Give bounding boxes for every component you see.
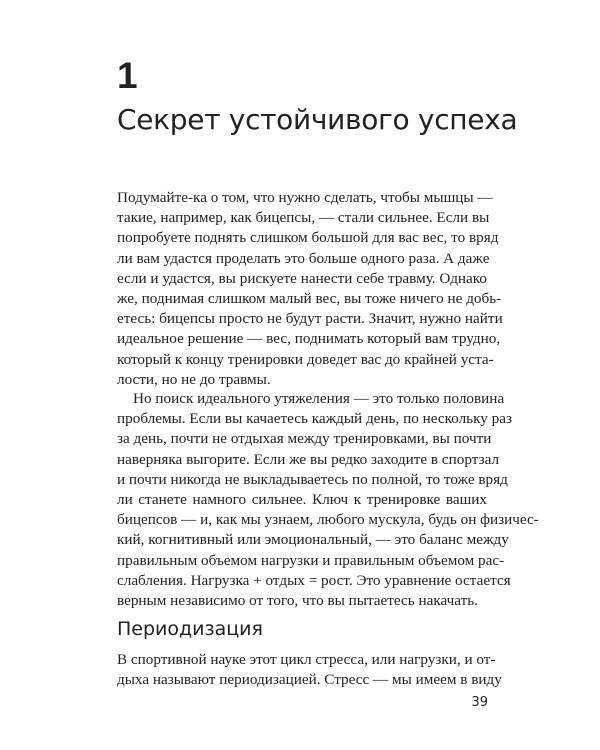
text-line: идеальное решение — вес, поднимать который вам трудно,: [117, 330, 501, 348]
text-line: дыха называют периодизацией. Стресс — мы имеем в виду: [117, 671, 502, 689]
paragraph-3: [117, 650, 502, 690]
chapter-title: Секрет устойчивого успеха: [117, 103, 518, 136]
text-line: лости, но не до травмы.: [117, 370, 271, 388]
text-line: етесь: бицепсы просто не будут расти. Значит, нужно найти: [117, 310, 503, 328]
chapter-number: 1: [117, 55, 138, 96]
text-line: такие, например, как бицепсы, — стали сильнее. Если вы: [117, 209, 490, 227]
text-line: слабления. Нагрузка + отдых = рост. Это уравнение остается: [117, 571, 511, 589]
paragraph-2: [117, 389, 539, 611]
text-line: кий, когнитивный или эмоциональный, — это баланс между: [117, 531, 509, 549]
text-line: верным независимо от того, что вы пытаетесь накачать.: [117, 592, 479, 610]
paragraph-1: [117, 188, 503, 390]
text-line: бицепсов — и, как мы узнаем, любого мускула, будь он физичес-: [117, 511, 539, 529]
text-line: правильным объемом нагрузки и правильным объемом рас-: [117, 551, 505, 569]
text-line: Но поиск идеального утяжеления — это только половина: [133, 390, 505, 407]
text-line: же, поднимая слишком малый вес, вы тоже ничего не добь-: [117, 290, 502, 308]
text-line: Подумайте-ка о том, что нужно сделать, чтобы мышцы —: [117, 189, 493, 206]
text-line: попробуете поднять слишком большой для вас вес, то вряд: [117, 229, 499, 247]
text-line: наверняка выгорите. Если же вы редко заходите в спортзал: [117, 450, 500, 468]
text-line: и почти никогда не выкладываетесь по полной, то тоже вряд: [117, 470, 508, 488]
text-line: ли вам удастся проделать это больше одного раза. А даже: [117, 249, 490, 267]
text-line: проблемы. Если вы качаетесь каждый день, по нескольку раз: [117, 410, 512, 428]
page-number: 39: [471, 695, 488, 710]
text-line: если и удастся, вы рискуете нанести себе травму. Однако: [117, 269, 487, 287]
text-line: который к концу тренировки доведет вас до крайней уста-: [117, 350, 494, 368]
text-line: В спортивной науке этот цикл стресса, или нагрузки, и от-: [117, 651, 496, 668]
text-line: за день, почти не отдыхая между тренировками, вы почти: [117, 430, 492, 448]
section-heading: Периодизация: [117, 618, 263, 640]
text-line: ли станете намного сильнее. Ключ к тренировке ваших: [117, 491, 487, 509]
